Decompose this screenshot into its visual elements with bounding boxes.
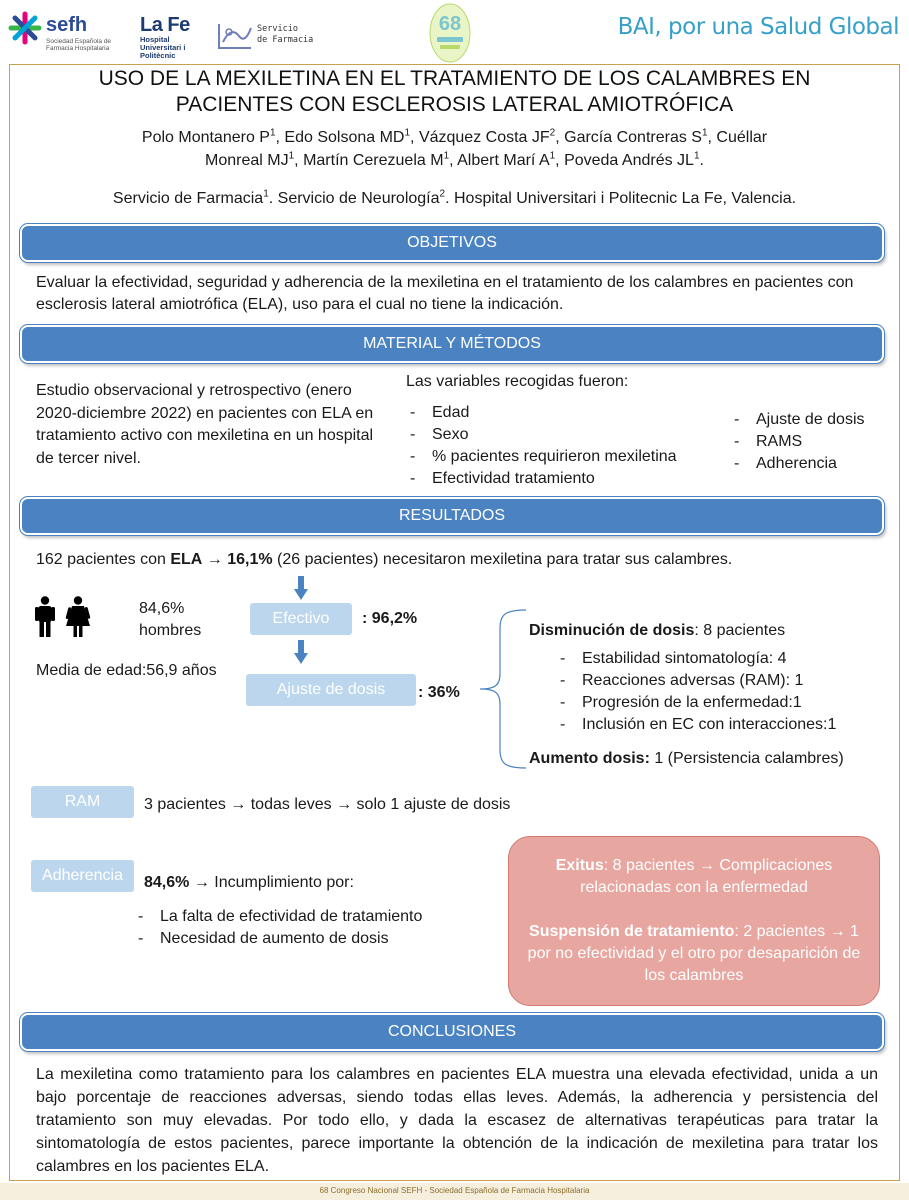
congress-number: 68 [438, 13, 462, 35]
mean-age: Media de edad:56,9 años [36, 662, 217, 679]
author: , Edo Solsona MD [275, 129, 405, 146]
affiliation-text: . Hospital Universitari i Politecnic La Fe, Valencia. [445, 190, 797, 207]
metodos-variables-right-list [730, 409, 890, 475]
list-item: - % pacientes requirieron mexiletina [406, 446, 726, 468]
authors-line-1 [40, 126, 869, 149]
ajuste-dosis-value: : 36% [418, 684, 460, 701]
metodos-variables-intro: Las variables recogidas fueron: [406, 373, 629, 390]
summary-pct: 16,1% [227, 551, 273, 568]
exitus-paragraph [521, 855, 867, 899]
efectivo-chip: Efectivo [250, 603, 352, 635]
list-item: - Inclusión en EC con interacciones:1 [556, 714, 896, 736]
list-item: - Necesidad de aumento de dosis [134, 928, 474, 950]
male-female-icon [34, 596, 92, 638]
list-item: - Efectividad tratamiento [406, 468, 726, 490]
objetivos-text: Evaluar la efectividad, seguridad y adherencia de la mexiletina en el tratamiento de los calambres en pacientes con esclerosis lateral amiotrófica (ELA), uso para el cual no tiene la indicación. [36, 274, 854, 313]
list-item: - Ajuste de dosis [730, 409, 890, 431]
affiliation-sup: 1 [263, 188, 269, 200]
poster-header [0, 0, 909, 62]
affiliation-text: Servicio de Farmacia [112, 190, 264, 207]
author: , García Contreras S [555, 129, 702, 146]
male-pct: 84,6% [139, 600, 185, 617]
ram-text: 3 pacientes → todas leves → solo 1 ajuste de dosis [144, 796, 511, 813]
list-item: - Estabilidad sintomatología: 4 [556, 648, 896, 670]
footer-text: 68 Congreso Nacional SEFH - Sociedad Española de Farmacia Hospitalaria [319, 1186, 590, 1195]
sefh-cross-icon [8, 10, 42, 46]
exitus-text: : 8 pacientes → Complicaciones relacionadas con la enfermedad [580, 857, 833, 896]
disminucion-list [556, 648, 896, 736]
author: Monreal MJ [205, 152, 289, 169]
author: , Cuéllar [707, 129, 768, 146]
ram-chip: RAM [31, 786, 134, 818]
metodos-study-text: Estudio observacional y retrospectivo (enero 2020-diciembre 2022) en pacientes con ELA en tratamiento activo con mexiletina en un hospital de tercer nivel. [36, 382, 374, 467]
adherencia-desc: → Incumplimiento por: [189, 874, 354, 891]
list-item: - Edad [406, 402, 726, 424]
author-affil-sup: 1 [693, 150, 700, 162]
summary-arrow: → [202, 551, 228, 568]
affiliation-text: . Servicio de Neurología [268, 190, 440, 207]
adherencia-list [134, 906, 474, 950]
suspension-paragraph [521, 921, 867, 987]
summary-text: (26 pacientes) necesitaron mexiletina para tratar sus calambres. [272, 551, 733, 568]
servicio-text [257, 24, 313, 46]
list-item: - Sexo [406, 424, 726, 446]
conclusiones-text: La mexiletina como tratamiento para los calambres en pacientes ELA muestra una elevada efectividad, unida a un bajo porcentaje de reacciones adversas, siendo todas ellas leves. Además, la adherencia y persistencia del tratamiento son muy elevadas. Por todo ello, y dada la escasez de alternativas terapéuticas para tratar la sintomatología de estos pacientes, parece importante la obtención de la indicación de mexiletina para tratar los calambres en los pacientes ELA. [36, 1066, 878, 1175]
author-affil-sup: 1 [701, 127, 708, 139]
sefh-name: sefh [46, 14, 88, 36]
suspension-text: : 2 pacientes → 1 por no efectividad y el otro por desaparición de los calambres [527, 923, 861, 984]
author: , Poveda Andrés JL [555, 152, 694, 169]
farmacia-mark-icon [217, 22, 253, 50]
disminucion-dosis [529, 620, 785, 642]
suspension-label: Suspensión de tratamiento [529, 923, 735, 940]
section-conclusiones-heading: CONCLUSIONES [20, 1013, 884, 1051]
efectivo-value: : 96,2% [362, 610, 418, 627]
affiliation-sup: 2 [439, 188, 446, 200]
sefh-subtitle: Sociedad Española de Farmacia Hospitalaria [46, 38, 112, 52]
exitus-label: Exitus [555, 857, 604, 874]
poster-title: USO DE LA MEXILETINA EN EL TRATAMIENTO DE LOS CALAMBRES EN PACIENTES CON ESCLEROSIS LATERAL AMIOTRÓFICA [98, 67, 811, 116]
section-metodos-heading: MATERIAL Y MÉTODOS [20, 325, 884, 363]
servicio-line1: Servicio [257, 24, 298, 34]
author-affil-sup: 1 [443, 150, 450, 162]
servicio-line2: de Farmacia [257, 35, 314, 45]
author: , Albert Marí A [449, 152, 550, 169]
male-label: hombres [139, 622, 202, 639]
disminucion-value: : 8 pacientes [694, 622, 786, 639]
lafe-logo [140, 14, 204, 60]
lafe-name: La Fe [140, 14, 190, 36]
author: , Martín Cerezuela M [294, 152, 444, 169]
summary-text: 162 pacientes con [36, 551, 171, 568]
author-affil-sup: 1 [404, 127, 411, 139]
section-resultados-heading: RESULTADOS [20, 497, 884, 535]
metodos-variables-left-list [406, 402, 726, 490]
author-affil-sup: 1 [269, 127, 276, 139]
disminucion-label: Disminución de dosis [529, 622, 695, 639]
arrow-down-icon [294, 576, 308, 600]
author-affil-sup: 1 [549, 150, 556, 162]
list-item: - Adherencia [730, 453, 890, 475]
authors-line-2 [40, 149, 869, 172]
affiliations [40, 190, 869, 208]
brace-bracket [478, 608, 528, 770]
author: Polo Montanero P [141, 129, 270, 146]
author-affil-sup: 2 [549, 127, 556, 139]
congress-tagline: BAI, por una Salud Global [617, 14, 899, 40]
servicio-farmacia-logo [217, 22, 317, 50]
adherencia-text [144, 872, 354, 894]
list-item: - RAMS [730, 431, 890, 453]
ajuste-dosis-chip: Ajuste de dosis [246, 674, 416, 706]
aumento-label: Aumento dosis: [529, 750, 650, 767]
section-objetivos-heading: OBJETIVOS [20, 224, 884, 262]
list-item: - La falta de efectividad de tratamiento [134, 906, 474, 928]
exitus-box [508, 836, 880, 1006]
author: , Vázquez Costa JF [410, 129, 550, 146]
resultados-summary [36, 549, 886, 571]
adherencia-pct: 84,6% [144, 874, 190, 891]
lafe-subtitle: Hospital Universitari i Politècnic [140, 35, 186, 60]
sefh-logo [8, 10, 118, 54]
congress-68-logo [428, 2, 472, 64]
adherencia-chip: Adherencia [31, 860, 134, 892]
summary-ela: ELA [170, 551, 203, 568]
arrow-down-icon [294, 640, 308, 664]
author: . [699, 152, 704, 169]
list-item: - Reacciones adversas (RAM): 1 [556, 670, 896, 692]
aumento-dosis [529, 748, 844, 770]
author-affil-sup: 1 [288, 150, 295, 162]
list-item: - Progresión de la enfermedad:1 [556, 692, 896, 714]
authors [40, 126, 869, 172]
aumento-value: 1 (Persistencia calambres) [649, 750, 844, 767]
